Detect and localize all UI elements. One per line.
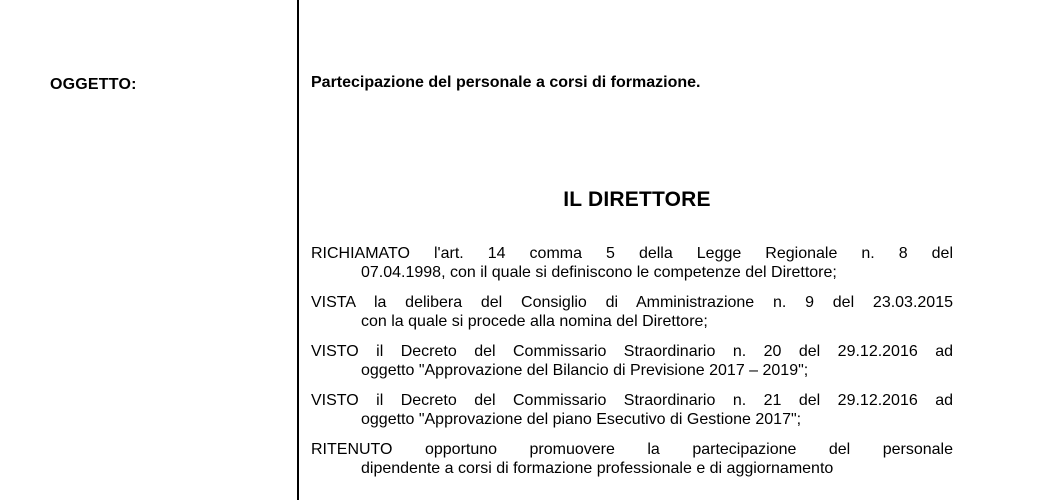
vertical-divider-line	[297, 0, 299, 500]
paragraph-ritenuto	[311, 440, 953, 478]
paragraph-line-indented: oggetto "Approvazione del Bilancio di Previsione 2017 – 2019";	[361, 362, 809, 379]
subject-label: OGGETTO:	[50, 76, 137, 93]
paragraph-richiamato	[311, 244, 953, 282]
paragraph-line-indented: oggetto "Approvazione del piano Esecutivo di Gestione 2017";	[361, 411, 802, 428]
paragraph-visto-bilancio	[311, 342, 953, 380]
paragraph-line-indented: 07.04.1998, con il quale si definiscono le competenze del Direttore;	[361, 264, 837, 281]
section-heading: IL DIRETTORE	[563, 188, 711, 211]
paragraph-line: VISTO il Decreto del Commissario Straordinario n. 21 del 29.12.2016 ad	[311, 392, 953, 409]
paragraph-line-indented: con la quale si procede alla nomina del Direttore;	[361, 313, 708, 330]
paragraph-visto-peg	[311, 391, 953, 429]
paragraph-line-indented: dipendente a corsi di formazione professionale e di aggiornamento	[361, 460, 834, 477]
paragraph-vista	[311, 293, 953, 331]
paragraph-line: RICHIAMATO l'art. 14 comma 5 della Legge Regionale n. 8 del	[311, 245, 953, 262]
paragraph-line: VISTA la delibera del Consiglio di Amministrazione n. 9 del 23.03.2015	[311, 294, 953, 311]
preamble-paragraphs	[311, 244, 953, 489]
subject-text: Partecipazione del personale a corsi di formazione.	[311, 74, 701, 91]
paragraph-line: RITENUTO opportuno promuovere la partecipazione del personale	[311, 441, 953, 458]
paragraph-line: VISTO il Decreto del Commissario Straordinario n. 20 del 29.12.2016 ad	[311, 343, 953, 360]
